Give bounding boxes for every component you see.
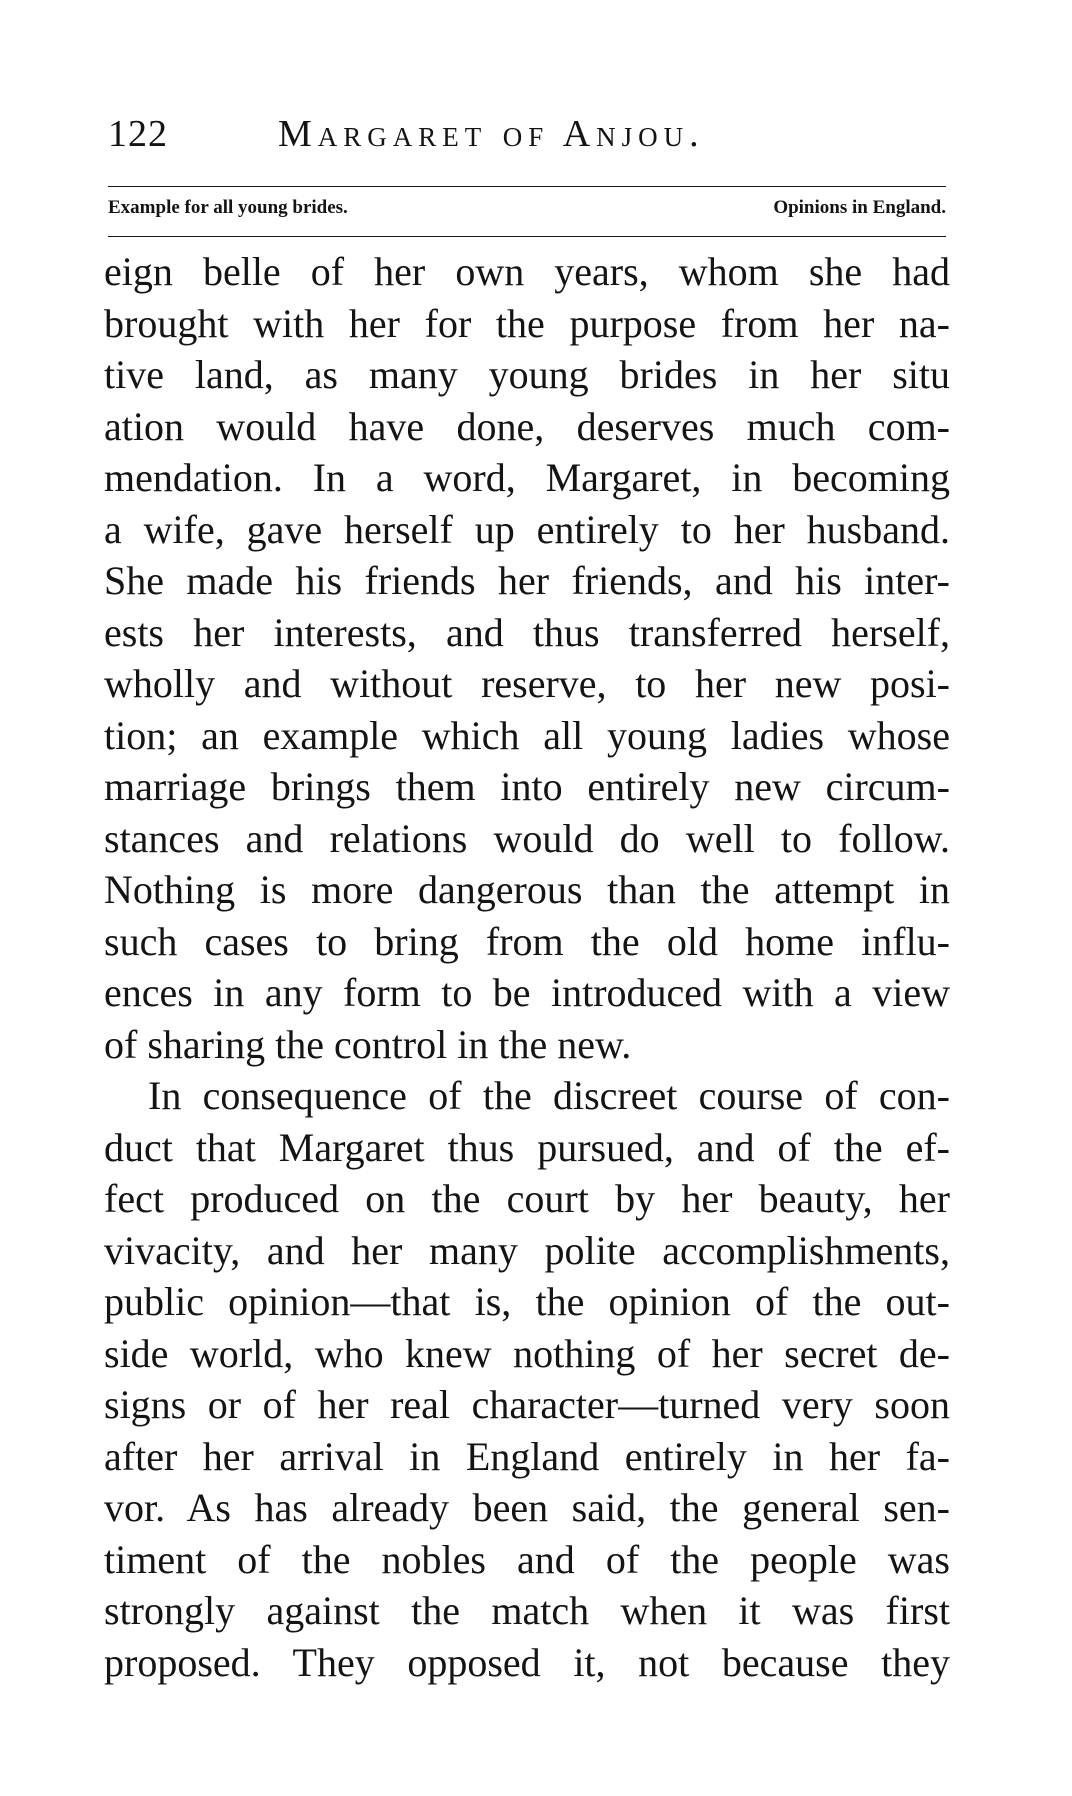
text-line: tion; an example which all young ladies whose xyxy=(104,712,950,758)
text-line: fect produced on the court by her beauty, her xyxy=(104,1176,950,1221)
header-rule-top xyxy=(108,186,946,187)
text-line: stances and relations would do well to follow. xyxy=(104,815,950,861)
text-line: ation would have done, deserves much com- xyxy=(104,403,950,449)
text-line: duct that Margaret thus pursued, and of the ef- xyxy=(104,1124,950,1170)
text-line: marriage brings them into entirely new circum- xyxy=(104,764,950,809)
text-line: She made his friends her friends, and his inter- xyxy=(104,558,950,603)
subheading-left: Example for all young brides. xyxy=(108,197,348,218)
text-line: vor. As has already been said, the general sen- xyxy=(104,1485,950,1530)
text-line: brought with her for the purpose from her na- xyxy=(104,300,950,346)
text-line: wholly and without reserve, to her new posi- xyxy=(104,661,950,706)
text-line: signs or of her real character—turned very soon xyxy=(104,1382,950,1427)
book-title: Margaret of Anjou. xyxy=(278,113,705,155)
paragraph xyxy=(104,1070,950,1688)
text-line: vivacity, and her many polite accomplishments, xyxy=(104,1227,950,1273)
running-head xyxy=(108,108,948,164)
text-line: In consequence of the discreet course of con- xyxy=(148,1073,950,1118)
text-line: timent of the nobles and of the people was xyxy=(104,1536,950,1582)
text-line: strongly against the match when it was first xyxy=(104,1588,950,1633)
text-line: of sharing the control in the new. xyxy=(104,1021,632,1067)
text-line: side world, who knew nothing of her secret de- xyxy=(104,1330,950,1376)
text-line: Nothing is more dangerous than the attempt in xyxy=(104,867,950,912)
text-line: mendation. In a word, Margaret, in becoming xyxy=(104,455,950,500)
paragraph xyxy=(104,246,950,1070)
body-text xyxy=(104,246,950,1688)
text-line: tive land, as many young brides in her situ xyxy=(104,352,950,397)
subheading-right: Opinions in England. xyxy=(773,197,946,218)
page-number: 122 xyxy=(108,113,168,155)
text-line: eign belle of her own years, whom she had xyxy=(104,249,950,294)
text-line: ences in any form to be introduced with a view xyxy=(104,970,950,1015)
text-line: proposed. They opposed it, not because they xyxy=(104,1639,950,1685)
text-line: such cases to bring from the old home influ- xyxy=(104,918,950,964)
header-rule-bottom xyxy=(108,236,946,237)
text-line: public opinion—that is, the opinion of the out- xyxy=(104,1279,950,1324)
text-line: after her arrival in England entirely in her fa- xyxy=(104,1433,950,1479)
text-line: ests her interests, and thus transferred herself, xyxy=(104,609,950,655)
text-line: a wife, gave herself up entirely to her husband. xyxy=(104,506,950,552)
